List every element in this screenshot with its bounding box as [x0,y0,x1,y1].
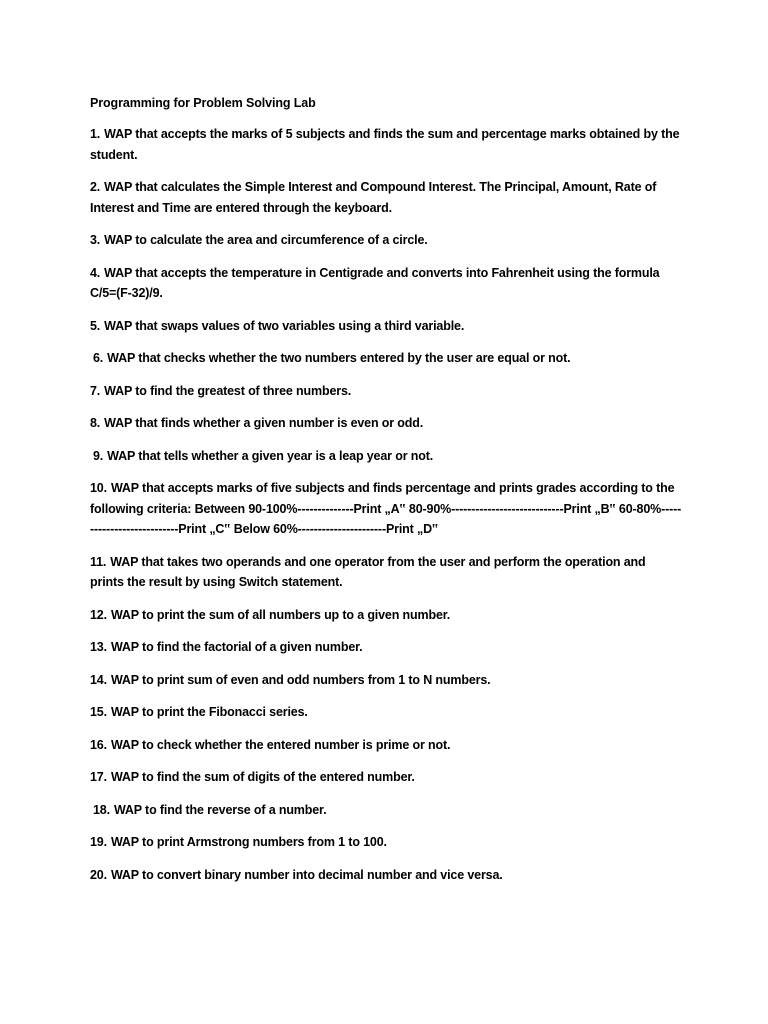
item-number: 20. [90,867,107,882]
item-number: 16. [90,737,107,752]
list-item-4 [90,263,682,304]
item-text: WAP to find the sum of digits of the entered number. [110,770,415,784]
list-item-13 [90,637,682,658]
item-number: 19. [90,835,107,849]
item-text: WAP that calculates the Simple Interest and Compound Interest. The Principal, Amount, Rate of Interest and Time are entered through the keyboard. [90,180,657,215]
item-number: 9. [93,448,104,463]
item-number: 3. [90,233,101,247]
item-text: WAP to print the Fibonacci series. [110,705,308,719]
item-text: WAP that accepts the marks of 5 subjects and finds the sum and percentage marks obtained by the student. [90,127,680,162]
item-text: WAP to calculate the area and circumference of a circle. [104,233,428,247]
list-item-9 [90,446,682,467]
item-number: 5. [90,318,101,333]
list-item-2 [90,177,682,218]
document-content [90,93,682,897]
list-item-5 [90,316,682,337]
item-text: WAP that tells whether a given year is a leap year or not. [107,448,434,463]
item-number: 12. [90,607,107,622]
item-number: 4. [90,265,101,280]
item-text: WAP to find the reverse of a number. [113,802,327,817]
item-text: WAP that accepts marks of five subjects and finds percentage and prints grades according to the following criteria: Between 90-100%--------------Print „A‟ 80-90%----------------------------Print „B‟ 60-80%---------------------------Print „C‟ Below 60%----------------------Print „D‟ [90,481,682,536]
item-text: WAP to print the sum of all numbers up to a given number. [110,607,451,622]
list-item-1 [90,124,682,165]
item-number: 6. [93,351,104,365]
list-item-18 [90,800,682,821]
item-text: WAP that takes two operands and one operator from the user and perform the operation and prints the result by using Switch statement. [90,554,646,589]
item-text: WAP that finds whether a given number is even or odd. [104,416,424,430]
item-number: 17. [90,770,107,784]
list-item-11 [90,552,682,593]
item-number: 14. [90,672,107,687]
document-title: Programming for Problem Solving Lab [90,96,316,110]
list-item-16 [90,735,682,756]
item-text: WAP to find the factorial of a given number. [110,640,363,654]
list-item-19 [90,832,682,853]
item-number: 2. [90,180,101,194]
item-number: 15. [90,705,107,719]
item-text: WAP to check whether the entered number is prime or not. [110,737,451,752]
item-text: WAP that checks whether the two numbers entered by the user are equal or not. [107,351,571,365]
list-item-10 [90,478,682,540]
list-item-8 [90,413,682,434]
item-number: 13. [90,640,107,654]
item-number: 8. [90,416,101,430]
item-text: WAP to print Armstrong numbers from 1 to 100. [110,835,387,849]
item-number: 7. [90,383,101,398]
item-text: WAP that swaps values of two variables using a third variable. [104,318,465,333]
item-text: WAP to print sum of even and odd numbers from 1 to N numbers. [110,672,491,687]
item-number: 11. [90,554,107,569]
item-number: 18. [93,802,110,817]
list-item-15 [90,702,682,723]
list-item-7 [90,381,682,402]
list-item-20 [90,865,682,886]
item-text: WAP to convert binary number into decimal number and vice versa. [110,867,503,882]
list-item-14 [90,670,682,691]
list-item-3 [90,230,682,251]
item-number: 1. [90,127,101,141]
list-item-12 [90,605,682,626]
list-item-17 [90,767,682,788]
list-item-6 [90,348,682,369]
item-text: WAP that accepts the temperature in Centigrade and converts into Fahrenheit using the formula C/5=(F-32)/9. [90,265,660,300]
item-number: 10. [90,481,107,495]
item-text: WAP to find the greatest of three numbers. [104,383,352,398]
